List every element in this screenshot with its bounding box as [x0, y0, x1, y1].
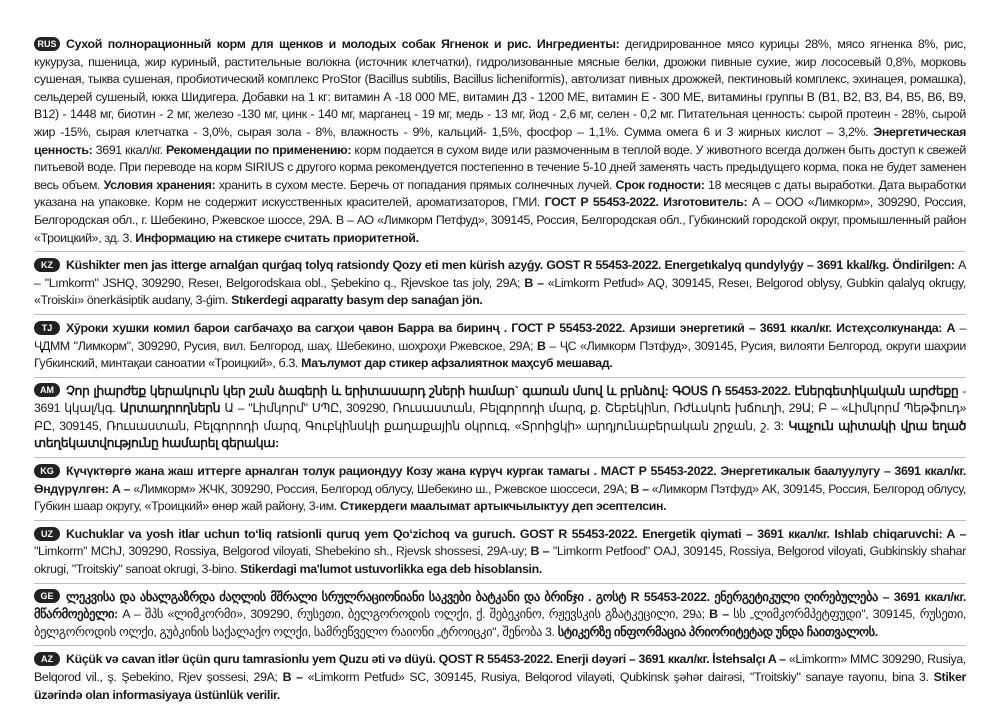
bold-text: Сухой полнорационный корм для щенков и молодых собак Ягненок и рис. Ингредиенты:	[66, 37, 626, 51]
lang-badge: TJ	[34, 321, 60, 335]
bold-text: ლეკვისა და ახალგაზრდა ძაღლის მშრალი სრულრაციონიანი საკვები ბატკანი და ბრინჯი . გოსტ R 55453-2022. ენერგეტიკული ღირებულება – 3691 ккал/кг. მწარმოებელი:	[34, 589, 966, 622]
body-text: «Limkorm Petfud» SC, 309145, Rusiya, Belqorod vilayəti, Qubkinsk şəhər dairəsi, "Troitskiy" sanaye rayonu, bina 3.	[307, 670, 934, 684]
bold-text: Стикердеги маалымат артыкчылыктуу деп эсептелсин.	[340, 499, 667, 514]
lang-badge: AM	[34, 383, 60, 397]
bold-text: B –	[282, 670, 308, 684]
body-text: – ҶС «Лимкорм Пэтфуд», 309145, Русия, вилояти Белгород, округи шаҳрии Губкинский, минтақаи саноатии «Троицкий», б.3.	[34, 338, 967, 371]
body-text: А – ООО «Лимкорм», 309290, Россия, Белгородская обл., г. Шебекино, Ржевское шоссе, 29А. В – АО «Лимкорм Петфуд», 309145, Россия, Белгородская обл., Губкинский городской округ, промышленный район «Троицкий», зд. 3.	[34, 195, 966, 245]
lang-badge: KG	[34, 464, 60, 478]
section-divider	[34, 377, 966, 378]
body-text: A – შპს «ლიმკორმი», 309290, რუსეთი, ბელგოროდის ოლქი, ქ. შებეკინო, რჟევსკის გზატკეცილი, 29ა;	[122, 607, 710, 622]
bold-text: Энергетическая ценность:	[34, 124, 966, 157]
bold-text: Срок годности:	[615, 177, 709, 192]
language-sections	[34, 36, 966, 704]
body-text: A – "Lımkorm" JSHQ, 309290, Reseı, Belgorodskaıa obl., Şebekino q., Rjevskoe tas joly, 29A;	[34, 258, 966, 290]
body-text: Ա – "Լիմկորմ" ՍՊԸ, 309290, Ռուսաստան, Բելգորոդի մարզ, ք. Շեբեկինո, Ռժևսկոե խճուղի, 29Ա; Բ – «Լիմկորմ Պեթֆուդ» ԲԸ, 309145, Ռուսաստան, Բելգորոդի մարզ, Գուբկինսկի քաղաքային օկրուգ, «Տրոիցկի» արդյունաբերական շրջան, շ. 3:	[34, 401, 967, 433]
lang-badge: RUS	[34, 37, 60, 51]
body-text: სს „ლიმკორმპეტფუდი", 309145, რუსეთი, ბელგოროდის ოლქი, გუბკინის საქალაქო ოლქი, სამრეწველო რაიონი „ტროიცკი", შენობა 3.	[34, 607, 966, 639]
section-divider	[34, 583, 966, 584]
bold-text: Kuchuklar va yosh itlar uchun toʻliq ratsionli quruq yem Qoʻzichoq va guruch. GOST R 55453-2022. Energetik qiymati – 3691 ккал/кг. Ishlab chiqaruvchi: A –	[66, 526, 966, 541]
bold-text: Информацию на стикере считать приоритетной.	[135, 230, 419, 245]
body-text: - 3691 կկալ/կգ.	[34, 383, 967, 416]
bold-text: Күчүктөргө жана жаш иттерге арналган толук рациондуу Козу жана күрүч кургак тамагы . МАСТ Р 55453-2022. Энергетикалык баалуулугу – 3691 ккал/кг. Өндүрүлгөн: А –	[34, 464, 966, 496]
bold-text: ГОСТ Р 55453-2022. Изготовитель:	[544, 195, 752, 210]
bold-text: Условия хранения:	[103, 177, 219, 192]
bold-text: B –	[530, 544, 553, 559]
section-divider	[34, 645, 966, 646]
bold-text: B –	[524, 275, 548, 290]
section-divider	[34, 520, 966, 521]
lang-badge: KZ	[34, 258, 60, 272]
body-text: корм подается в сухом виде или размоченным в теплой воде. У животного всегда должен быть доступ к свежей питьевой воде. При переводе на корм SIRIUS с другого корма рекомендуется постепенно в течение 5-10 дней заменять часть предыдущего корма, пока не будет заменен весь объем.	[34, 142, 966, 192]
lang-section-rus	[34, 36, 966, 247]
lang-badge: UZ	[34, 527, 60, 541]
bold-text: В	[537, 338, 550, 353]
bold-text: Stıkerdegi aqparatty basym dep sanaǵan jön.	[231, 293, 483, 308]
body-text: – ҶДММ "Лимкорм", 309290, Русия, вил. Белгород, шаҳ. Шебекино, шоҳроҳи Ржевское, 29А;	[34, 320, 966, 353]
body-text: «Limkorm» MMC 309290, Rusiya, Belqorod vil., ş. Şebekino, Rjev şossesi, 29A;	[34, 652, 967, 684]
lang-section-az	[34, 651, 966, 704]
section-divider	[34, 457, 966, 458]
section-divider	[34, 314, 966, 315]
body-text: хранить в сухом месте. Беречь от попадания прямых солнечных лучей.	[218, 177, 616, 192]
bold-text: Stiker üzərində olan informasiyaya üstünlük verilir.	[34, 670, 966, 702]
body-text: «Limkorm Petfud» AQ, 309145, Reseı, Belgorod oblysy, Gubkin qalalyq okrugy, «Troiskiı» önerkäsiptik audany, 3-ǵim.	[34, 275, 966, 308]
bold-text: Рекомендации по применению:	[166, 142, 355, 157]
body-text: "Limkorm" MChJ, 309290, Rossiya, Belgorod viloyati, Shebekino sh., Rjevsk shossesi, 29A-uy;	[34, 544, 531, 559]
bold-text: Küçük və cavan itlər üçün quru tamrasionlu yem Quzu əti və düyü. QOST R 55453-2022. Enerji dəyəri – 3691 ккал/кг. İstehsalçı A –	[66, 652, 789, 667]
bold-text: Маълумот дар стикер афзалиятнок маҳсуб мешавад.	[301, 356, 613, 371]
body-text: 3691 ккал/кг.	[95, 142, 167, 157]
lang-section-kz	[34, 257, 966, 310]
bold-text: Արտադրողներն	[119, 401, 225, 416]
bold-text: Küshikter men jas itterge arnalǵan qurǵaq tolyq ratsiondy Qozy eti men kürish azyǵy. GOST R 55453-2022. Energetıkalyq qundylyǵy – 3691 kkal/kg. Öndirilgen:	[66, 258, 959, 273]
lang-section-ge	[34, 589, 966, 642]
body-text: "Limkorm Petfood" OAJ, 309145, Rossiya, Belgorod viloyati, Gubkinskiy shahar okrugi, "Troitskiy" sanoat okrugi, 3-bino.	[34, 544, 966, 577]
bold-text: B –	[709, 607, 734, 622]
bold-text: Կպչուն պիտակի վրա եղած տեղեկատվությունը համարել գերակա:	[34, 418, 966, 451]
body-text: «Лимкорм Пэтфуд» АК, 309145, Россия, Белгород облусу, Губкин шаар округу, «Троицкий» өнөр жай району, 3-им.	[34, 481, 966, 514]
body-text: «Лимкорм» ЖЧК, 309290, Россия, Белгород облусу, Шебекино ш., Ржевское шоссеси, 29А;	[133, 481, 631, 496]
section-divider	[34, 251, 966, 252]
bold-text: Хӯроки хушки комил барои сагбачаҳо ва сагҳои ҷавон Барра ва биринҷ . ГОСТ Р 55453-2022. Арзиши энергетикӣ – 3691 ккал/кг. Истеҳсолкунанда: А	[66, 320, 960, 335]
lang-section-am	[34, 383, 966, 453]
lang-badge: AZ	[34, 652, 60, 666]
bold-text: В –	[630, 481, 652, 496]
bold-text: Stikerdagi ma'lumot ustuvorlikka ega deb hisoblansin.	[240, 562, 542, 577]
lang-section-tj	[34, 320, 966, 373]
bold-text: სტიკერზე ინფორმაცია პრიორიტეტად უნდა ჩაითვალოს.	[557, 624, 878, 639]
body-text: дегидрированное мясо курицы 28%, мясо ягненка 8%, рис, кукуруза, пшеница, жир куриный, растительные волокна (источник клетчатки), гидролизованные мясные белки, дрожжи пивные сухие, жир лососевый 0,8%, морковь сушеная, тыква сушеная, пробиотический комплекс ProStor (Bacillus subtilis, Bacillus licheniformis), автолизат пивных дрожжей, пектиновый комплекс, эхинацея, ромашка), сельдерей сушеный, юкка Шидигера. Добавки на 1 кг: витамин А -18 000 МЕ, витамин Д3 - 1200 МЕ, витамин Е - 300 МЕ, витамины группы В (В1, В2, В3, В4, В5, В6, В9, В12) - 1448 мг, биотин - 2 мг, железо -130 мг, цинк - 140 мг, марганец - 19 мг, медь - 13 мг, йод - 2,6 мг, селен - 0,2 мг. Питательная ценность: сырой протеин - 28%, сырой жир -15%, сырая клетчатка - 3,0%, сырая зола - 8%, влажность - 9%, кальций- 1,5%, фосфор – 1,1%. Сумма омега 6 и 3 жирных кислот – 3,2%.	[34, 37, 966, 139]
lang-section-kg	[34, 463, 966, 516]
lang-badge: GE	[34, 589, 60, 603]
body-text: 18 месяцев с даты выработки. Дата выработки указана на упаковке. Корм не содержит искусственных красителей, ароматизаторов, ГМИ.	[34, 177, 966, 210]
bold-text: Չոր լիարժեք կերակուրն կեր շան ձագերի և երիտասարդ շների համար` գառան մսով և բրնձով: ԳՕՍՏ Ռ 55453-2022. Էներգետիկական արժեքը	[66, 383, 959, 398]
lang-section-uz	[34, 526, 966, 579]
